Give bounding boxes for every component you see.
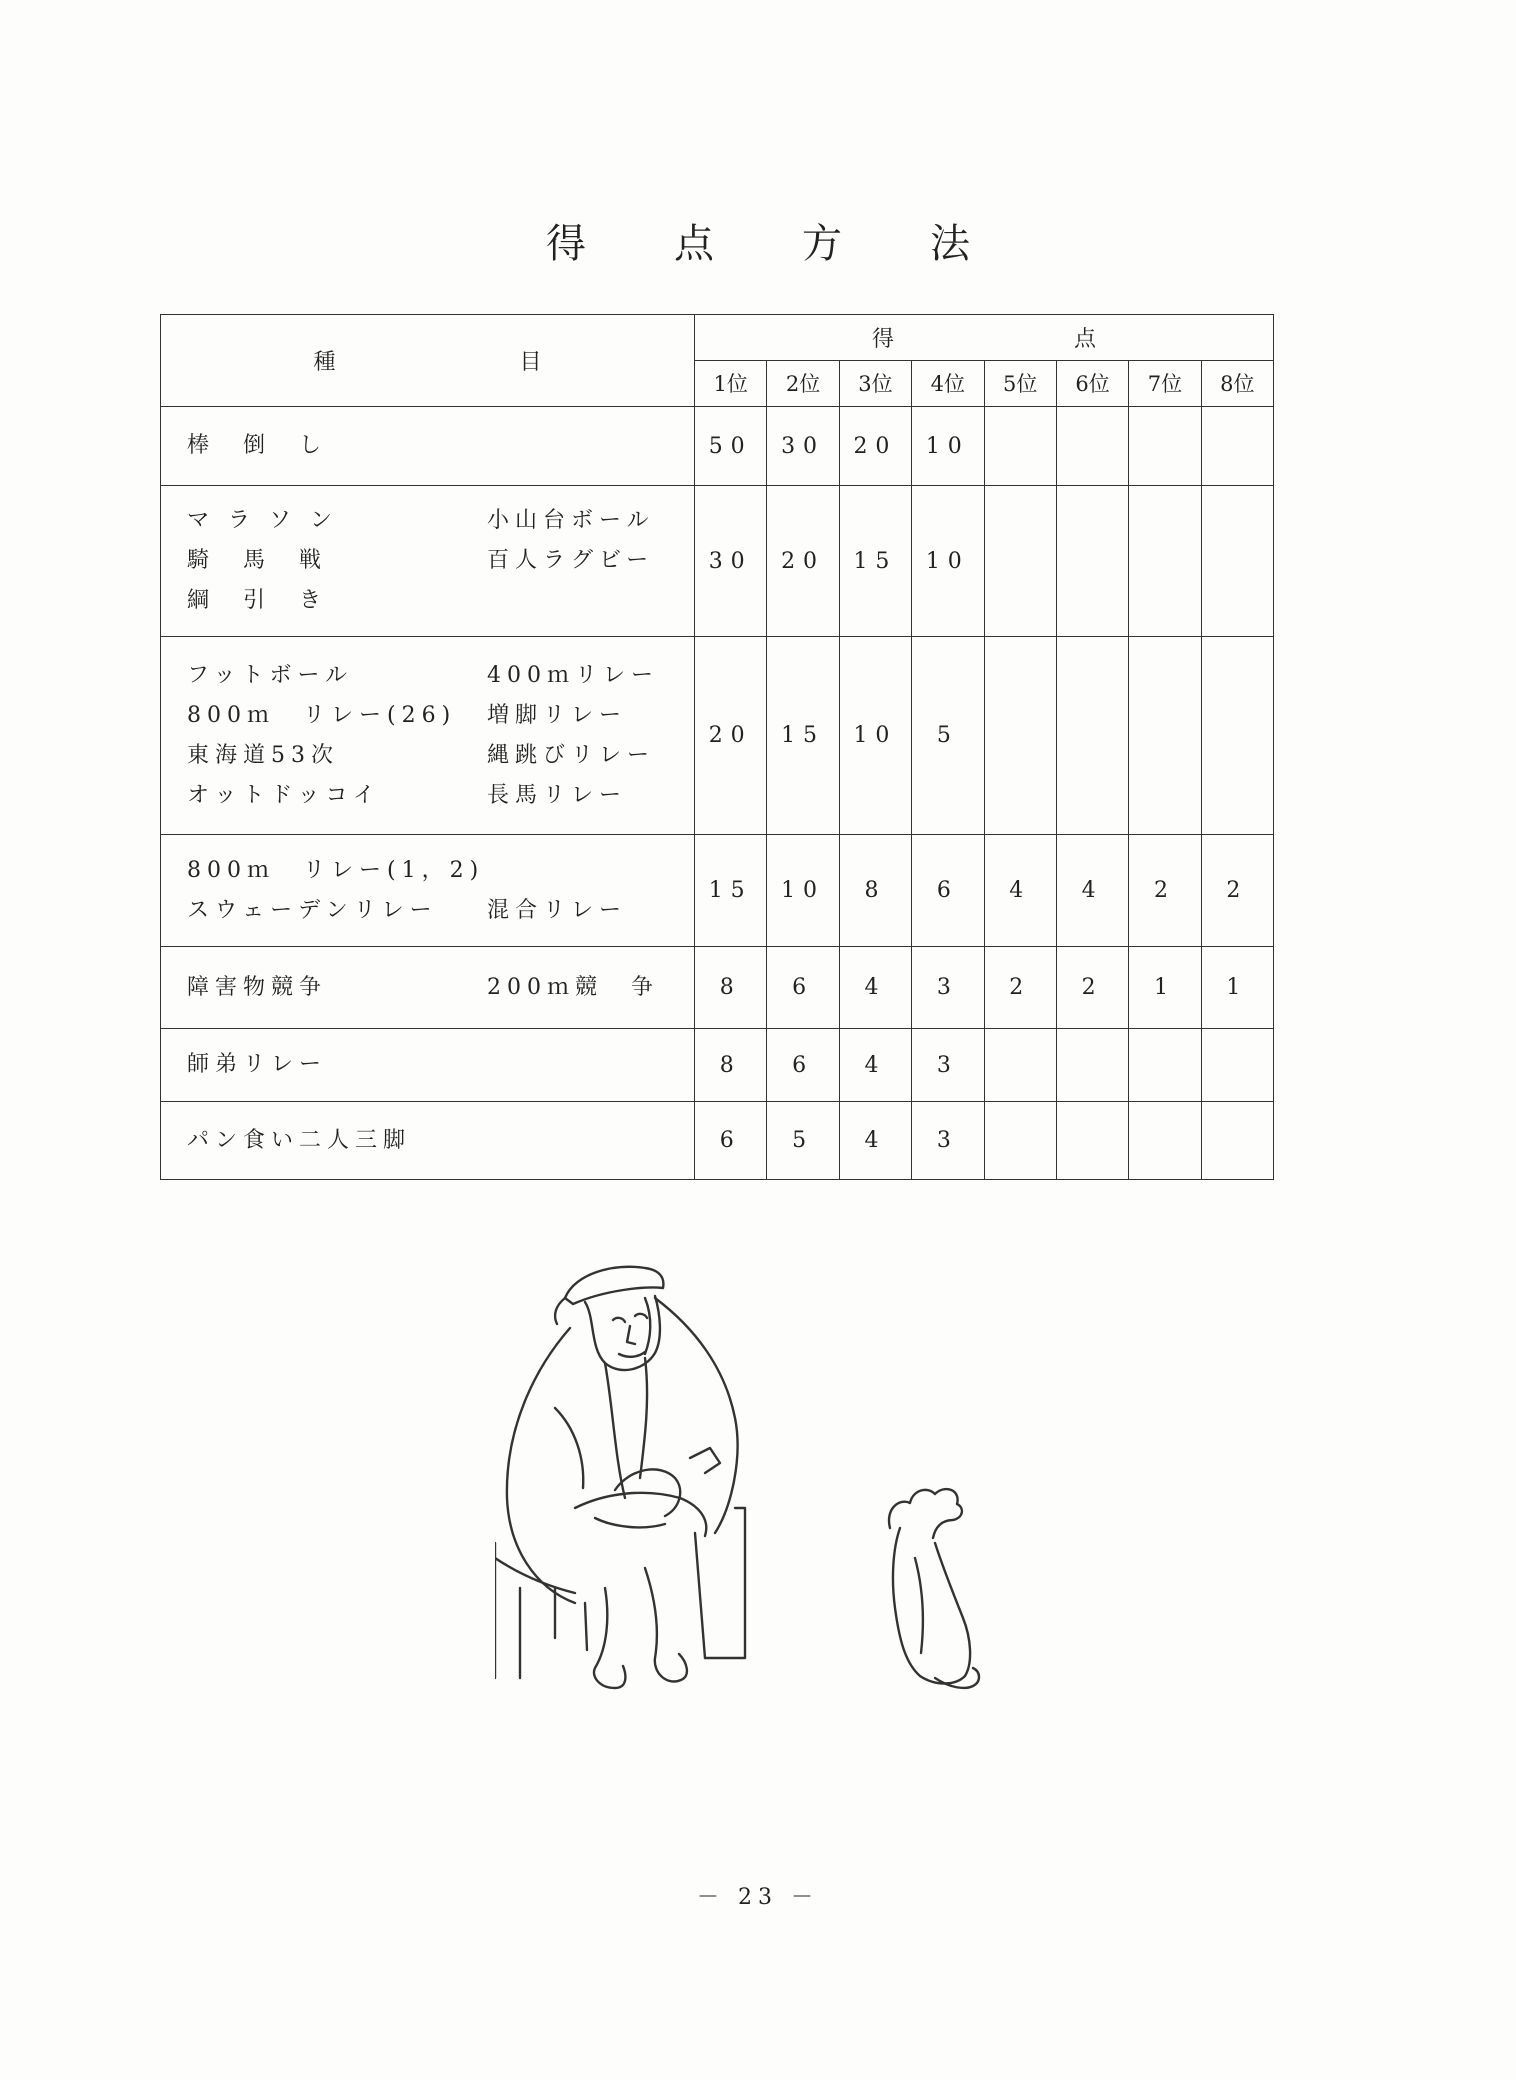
score-cell: 2 — [1201, 835, 1273, 947]
rank-header-cell: 6位 — [1056, 360, 1128, 406]
score-cell: 3 — [912, 1028, 984, 1101]
event-name: 200ｍ競 争 — [487, 974, 659, 1000]
score-header-char: 得 — [871, 326, 894, 352]
score-cell: 30 — [695, 486, 767, 637]
score-cell: 50 — [695, 406, 767, 486]
event-line — [187, 776, 694, 816]
score-cell: 4 — [839, 947, 911, 1029]
score-cell — [1056, 1102, 1128, 1180]
score-cell: 3 — [912, 947, 984, 1029]
score-cell: 2 — [984, 947, 1056, 1029]
event-name: 小山台ボール — [487, 508, 655, 534]
table-row — [161, 1102, 1274, 1180]
score-cell — [984, 486, 1056, 637]
score-cell — [1201, 1028, 1273, 1101]
score-cell: 3 — [912, 1102, 984, 1180]
score-cell — [1201, 1102, 1273, 1180]
score-cell: 15 — [839, 486, 911, 637]
score-cell: 15 — [695, 835, 767, 947]
event-line — [187, 1045, 694, 1085]
event-name: 400ｍリレー — [487, 662, 659, 688]
score-cell — [1129, 1028, 1201, 1101]
score-cell — [984, 1102, 1056, 1180]
table-row — [161, 637, 1274, 835]
event-header-char: 種 — [313, 349, 336, 375]
event-cell — [161, 1028, 695, 1101]
score-cell: 1 — [1201, 947, 1273, 1029]
score-cell: 5 — [912, 637, 984, 835]
rank-header-cell: 2位 — [767, 360, 839, 406]
score-cell — [984, 406, 1056, 486]
table-row — [161, 947, 1274, 1029]
event-name: フットボール — [187, 662, 354, 688]
title-char: 点 — [674, 221, 714, 267]
event-cell — [161, 406, 695, 486]
event-line — [187, 891, 694, 931]
score-cell: 6 — [695, 1102, 767, 1180]
event-cell — [161, 947, 695, 1029]
page-title — [0, 212, 1516, 269]
event-header-char: 目 — [519, 349, 542, 375]
rank-header-cell: 3位 — [839, 360, 911, 406]
old-man-and-dog-illustration — [495, 1258, 1035, 1798]
score-header-char: 点 — [1074, 326, 1097, 352]
score-cell — [1129, 406, 1201, 486]
score-cell: 2 — [1129, 835, 1201, 947]
event-name: パン食い二人三脚 — [187, 1127, 412, 1153]
score-cell: 20 — [839, 406, 911, 486]
rank-header-cell: 4位 — [912, 360, 984, 406]
scoring-table — [160, 314, 1274, 1180]
event-name: 綱 引 き — [187, 588, 328, 614]
score-cell: 30 — [767, 406, 839, 486]
event-line — [187, 501, 694, 541]
score-cell: 4 — [984, 835, 1056, 947]
page-number: － 23 － — [697, 1885, 819, 1910]
event-line — [187, 736, 694, 776]
event-cell — [161, 637, 695, 835]
score-cell: 2 — [1056, 947, 1128, 1029]
score-cell: 4 — [1056, 835, 1128, 947]
event-name: マ ラ ソ ン — [187, 508, 338, 534]
score-cell: 10 — [912, 486, 984, 637]
event-name: スウェーデンリレー — [187, 897, 438, 923]
score-cell — [1056, 1028, 1128, 1101]
table-row — [161, 406, 1274, 486]
event-name: 東海道53次 — [187, 742, 339, 768]
event-name: 800ｍ リレー(26) — [187, 702, 457, 728]
score-cell: 15 — [767, 637, 839, 835]
event-name: 騎 馬 戦 — [187, 548, 328, 574]
score-cell: 4 — [839, 1028, 911, 1101]
event-cell — [161, 486, 695, 637]
score-cell — [1129, 637, 1201, 835]
event-line — [187, 656, 694, 696]
rank-header-cell: 1位 — [695, 360, 767, 406]
event-name: 棒 倒 し — [187, 433, 328, 459]
score-cell — [1201, 406, 1273, 486]
score-cell — [984, 637, 1056, 835]
table-row — [161, 835, 1274, 947]
score-cell: 10 — [767, 835, 839, 947]
score-cell — [984, 1028, 1056, 1101]
event-name: 縄跳びリレー — [487, 742, 656, 768]
event-cell — [161, 835, 695, 947]
event-name: 800ｍ リレー(1，2) — [187, 857, 485, 883]
event-line — [187, 696, 694, 736]
event-name: 混合リレー — [487, 897, 628, 923]
score-cell: 20 — [767, 486, 839, 637]
event-line — [187, 426, 694, 466]
event-name: 増脚リレー — [487, 702, 628, 728]
score-cell: 4 — [839, 1102, 911, 1180]
score-cell — [1129, 486, 1201, 637]
table-row — [161, 1028, 1274, 1101]
score-cell: 6 — [767, 1028, 839, 1101]
score-cell — [1201, 486, 1273, 637]
score-cell — [1056, 637, 1128, 835]
score-cell: 5 — [767, 1102, 839, 1180]
event-name: 長馬リレー — [487, 782, 628, 808]
event-line — [187, 968, 694, 1008]
score-cell: 6 — [912, 835, 984, 947]
event-header — [161, 315, 695, 407]
score-cell: 8 — [839, 835, 911, 947]
event-name: 師弟リレー — [187, 1052, 328, 1078]
score-cell — [1129, 1102, 1201, 1180]
rank-header-cell: 7位 — [1129, 360, 1201, 406]
event-line — [187, 541, 694, 581]
score-cell: 1 — [1129, 947, 1201, 1029]
score-cell: 8 — [695, 947, 767, 1029]
event-name: 百人ラグビー — [487, 548, 655, 574]
score-cell — [1201, 637, 1273, 835]
score-cell: 8 — [695, 1028, 767, 1101]
score-cell: 10 — [912, 406, 984, 486]
score-cell: 10 — [839, 637, 911, 835]
event-line — [187, 581, 694, 621]
title-char: 得 — [546, 221, 586, 267]
score-cell: 6 — [767, 947, 839, 1029]
event-cell — [161, 1102, 695, 1180]
event-line — [187, 851, 694, 891]
score-header — [695, 315, 1274, 361]
event-line — [187, 1121, 694, 1161]
event-name: オットドッコイ — [187, 782, 381, 808]
table-row — [161, 486, 1274, 637]
rank-header-cell: 5位 — [984, 360, 1056, 406]
event-name: 障害物競争 — [187, 974, 328, 1000]
title-char: 法 — [930, 221, 970, 267]
score-cell: 20 — [695, 637, 767, 835]
score-cell — [1056, 486, 1128, 637]
title-char: 方 — [802, 221, 842, 267]
rank-header-cell: 8位 — [1201, 360, 1273, 406]
score-cell — [1056, 406, 1128, 486]
